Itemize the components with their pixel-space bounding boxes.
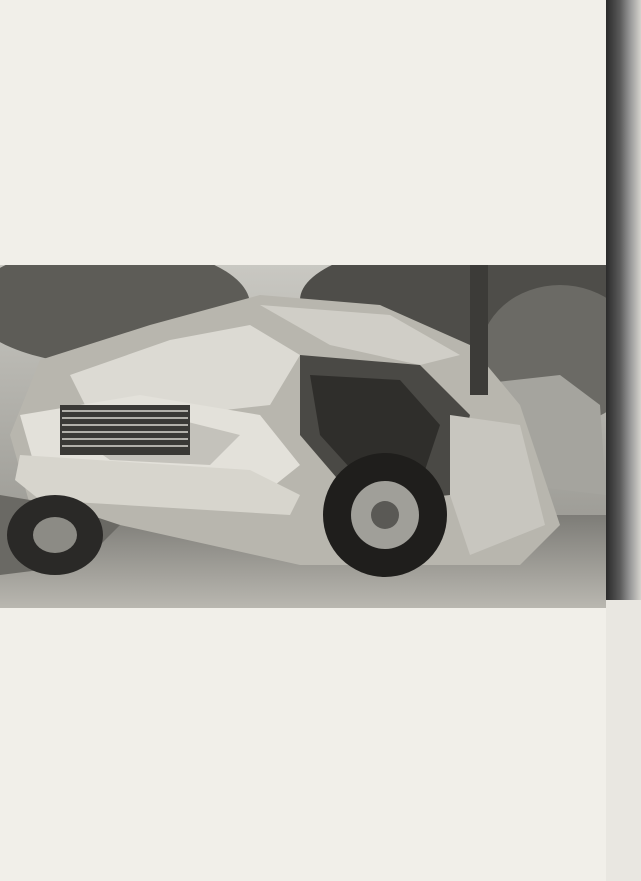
body-column-2 (258, 636, 442, 881)
photo-caption (0, 612, 641, 626)
article-lead-text (16, 4, 605, 262)
adjacent-photo-edge (606, 0, 641, 600)
wrecked-car-illustration (0, 265, 606, 608)
crash-photo (0, 265, 606, 608)
body-column-1 (66, 636, 239, 881)
body-column-3 (455, 636, 641, 881)
